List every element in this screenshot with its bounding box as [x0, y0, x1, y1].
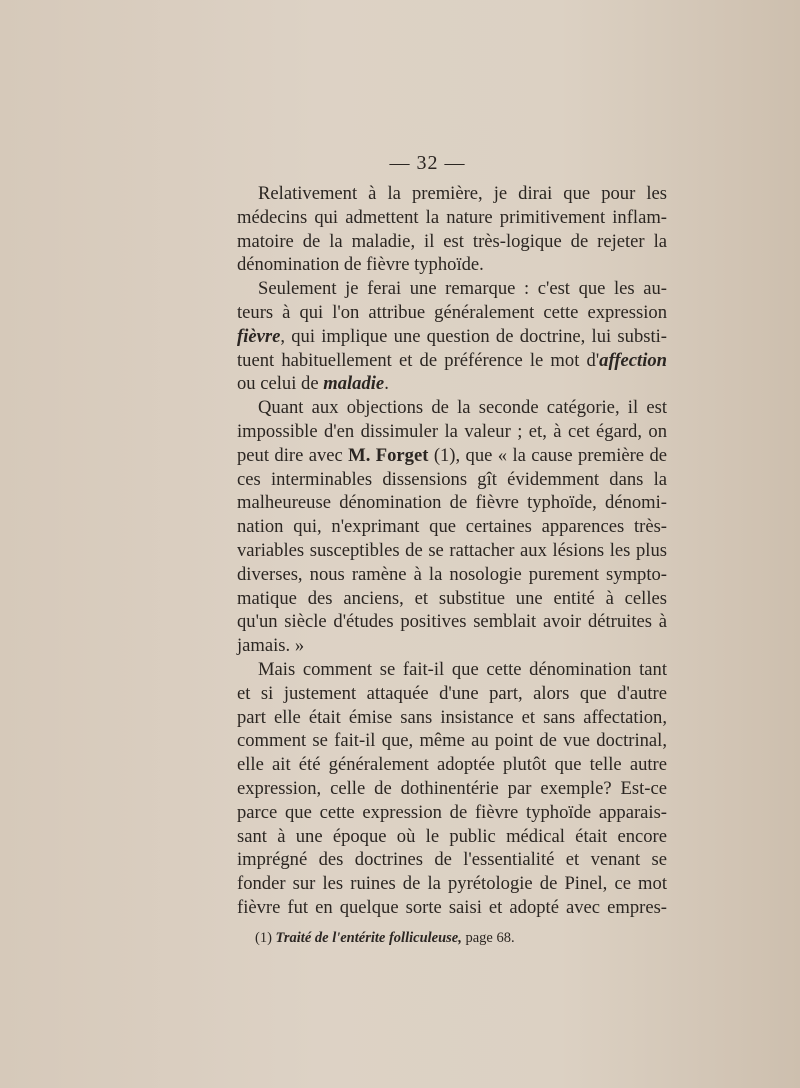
text-line: Mais comment se fait-il que cette dénomination tant — [258, 658, 667, 680]
text-line: malheureuse dénomination de fièvre typhoïde, dénomi- — [237, 492, 667, 514]
text-line: jamais. » — [237, 635, 305, 657]
footnote-page: page 68. — [465, 930, 515, 946]
text-line: impossible d'en dissimuler la valeur ; et, à cet égard, on — [237, 420, 667, 442]
paragraph — [237, 182, 667, 277]
text-line: part elle était émise sans insistance et sans affectation, — [237, 706, 667, 728]
text-line: expression, celle de dothinentérie par exemple? Est-ce — [237, 777, 667, 799]
text-line: fonder sur les ruines de la pyrétologie de Pinel, ce mot — [237, 873, 667, 895]
text-line: tuent habituellement et de préférence le mot d'affection — [237, 349, 667, 371]
text-line: sant à une époque où le public médical était encore — [237, 825, 667, 847]
text-line: fièvre fut en quelque sorte saisi et adopté avec empres- — [237, 896, 667, 918]
text-line: comment se fait-il que, même au point de vue doctrinal, — [237, 730, 667, 752]
text-line: ces interminables dissensions gît évidemment dans la — [237, 468, 667, 490]
emphasis: affection — [599, 349, 667, 371]
body-text — [237, 182, 667, 920]
page-number: — 32 — — [389, 152, 466, 174]
text-line: variables susceptibles de se rattacher aux lésions les plus — [237, 539, 667, 561]
text-line: matique des anciens, et substitue une entité à celles — [237, 587, 667, 609]
text-line: imprégné des doctrines de l'essentialité et venant se — [237, 849, 667, 871]
paragraph — [237, 277, 667, 396]
text-line: teurs à qui l'on attribue généralement cette expression — [237, 301, 667, 323]
text-line: médecins qui admettent la nature primitivement inflam- — [237, 206, 667, 228]
emphasis: fièvre — [237, 325, 281, 347]
text-line: peut dire avec M. Forget (1), que « la cause première de — [237, 444, 668, 466]
footnote — [255, 930, 515, 947]
text-line: parce que cette expression de fièvre typhoïde apparais- — [237, 801, 667, 823]
text-line: elle ait été généralement adoptée plutôt que telle autre — [237, 754, 667, 776]
emphasis: maladie — [323, 373, 385, 395]
emphasis: M. Forget — [348, 444, 429, 466]
paragraph — [237, 658, 667, 920]
text-line: dénomination de fièvre typhoïde. — [237, 254, 484, 276]
text-line: matoire de la maladie, il est très-logique de rejeter la — [237, 230, 667, 252]
text-line: nation qui, n'exprimant que certaines apparences très- — [237, 516, 667, 538]
text-line: diverses, nous ramène à la nosologie purement sympto- — [237, 563, 667, 585]
footnote-title: Traité de l'entérite folliculeuse, — [275, 930, 462, 946]
text-line: ou celui de maladie. — [237, 373, 389, 395]
text-line: Seulement je ferai une remarque : c'est que les au- — [258, 278, 667, 300]
text-line: et si justement attaquée d'une part, alors que d'autre — [237, 682, 667, 704]
text-line: Quant aux objections de la seconde catégorie, il est — [258, 397, 667, 419]
text-line: fièvre, qui implique une question de doctrine, lui substi- — [237, 325, 667, 347]
text-line: Relativement à la première, je dirai que pour les — [258, 183, 667, 204]
paragraph — [237, 396, 667, 658]
text-line: qu'un siècle d'études positives semblait avoir détruites à — [237, 611, 667, 633]
footnote-marker: (1) — [255, 930, 272, 946]
